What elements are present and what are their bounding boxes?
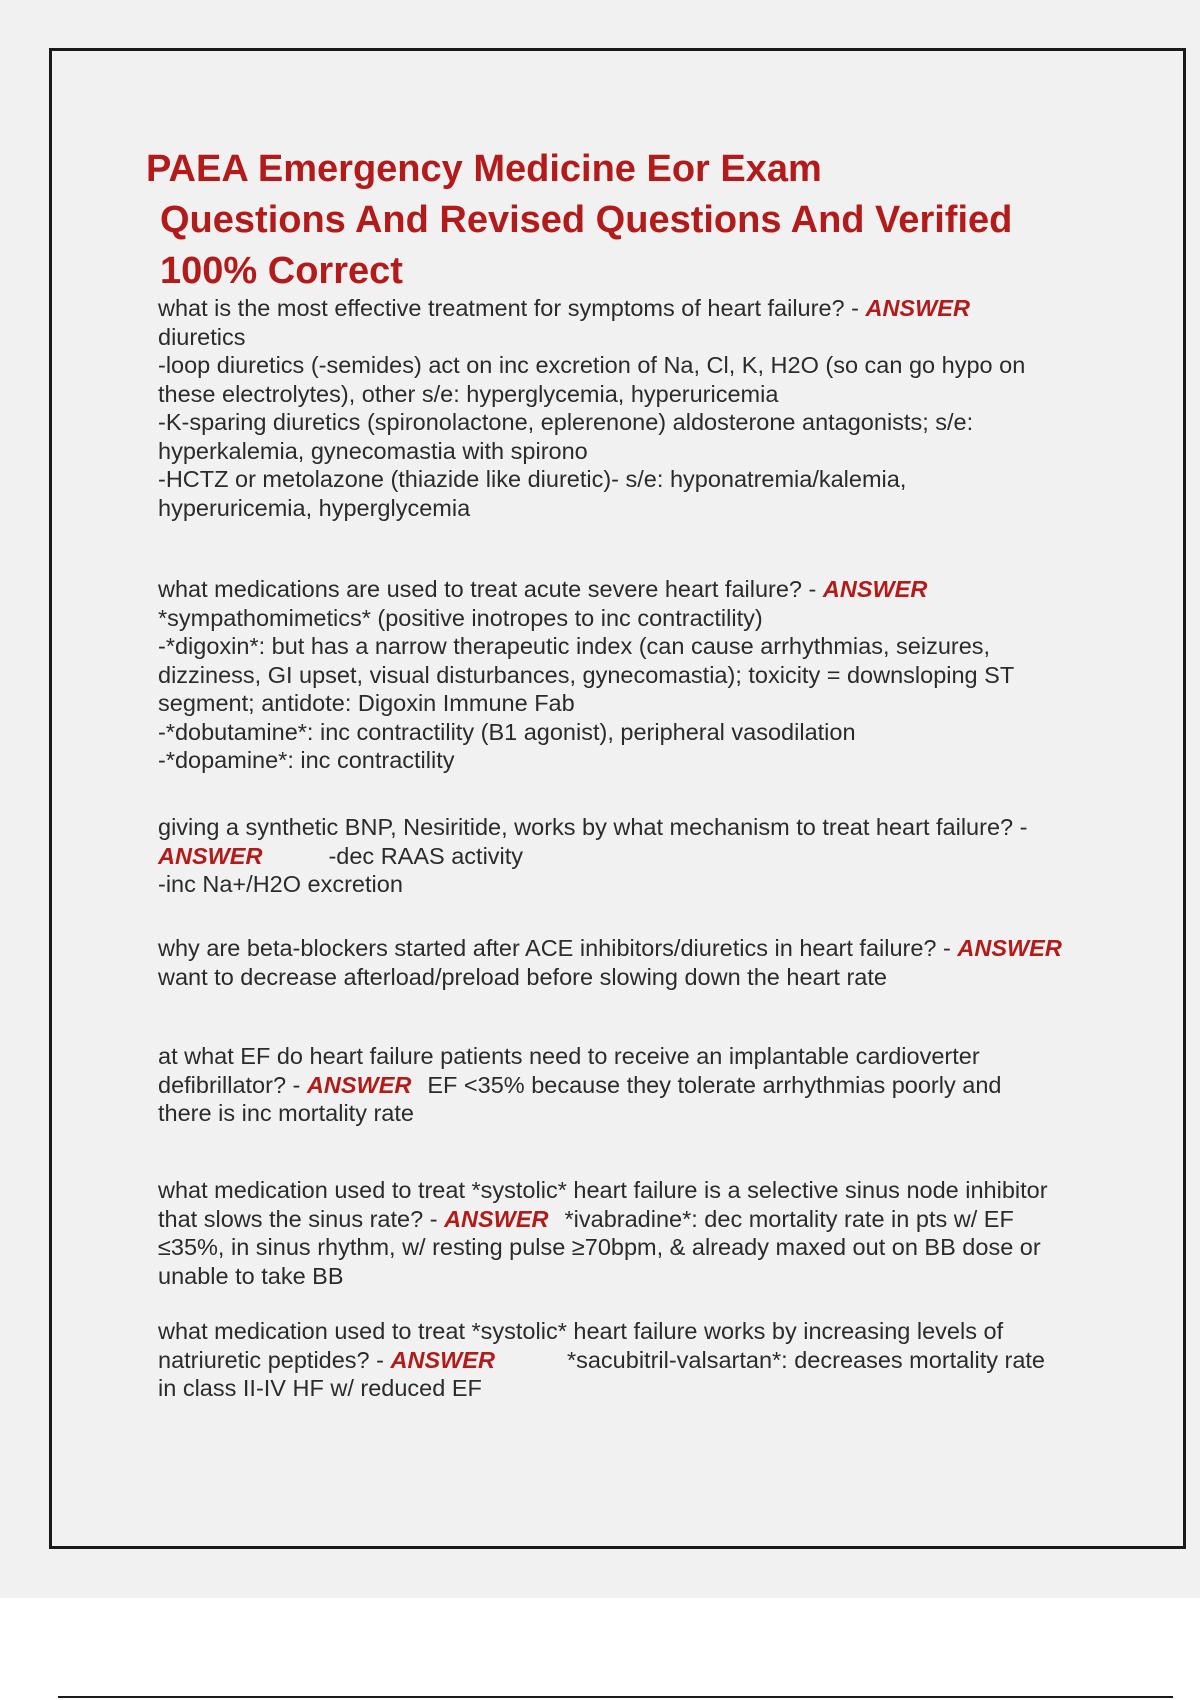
answer-text: unable to take BB [158, 1262, 344, 1289]
answer-text: want to decrease afterload/preload before slowing down the heart rate [158, 963, 887, 990]
answer-text: there is inc mortality rate [158, 1100, 414, 1126]
qa-block-sacubitril-valsartan [158, 1317, 1098, 1403]
answer-text: diuretics [158, 323, 246, 350]
answer-text: -dec RAAS activity [328, 842, 524, 869]
answer-label: ANSWER [444, 1205, 549, 1232]
qa-block-nesiritide-mechanism [158, 813, 1098, 899]
qa-block-acute-heart-failure-medications [158, 575, 1098, 775]
answer-text: dizziness, GI upset, visual disturbances, gynecomastia); toxicity = downsloping ST [158, 661, 1015, 688]
answer-label: ANSWER [957, 935, 1062, 961]
answer-text: *sacubitril-valsartan*: decreases mortality rate [566, 1346, 1045, 1373]
answer-text: these electrolytes), other s/e: hyperglycemia, hyperuricemia [158, 380, 779, 407]
question-text: that slows the sinus rate? - [158, 1205, 445, 1232]
answer-text: -*dobutamine*: inc contractility (B1 agonist), peripheral vasodilation [158, 718, 856, 745]
answer-label: ANSWER [158, 842, 263, 869]
question-text: defibrillator? - [158, 1071, 307, 1098]
qa-block-heart-failure-treatment [158, 294, 1098, 522]
qa-block-beta-blockers [158, 934, 1098, 991]
title-line-1: PAEA Emergency Medicine Eor Exam [146, 148, 822, 190]
question-text: natriuretic peptides? - [158, 1346, 391, 1373]
answer-text: -K-sparing diuretics (spironolactone, eplerenone) aldosterone antagonists; s/e: [158, 409, 974, 435]
answer-text: ≤35%, in sinus rhythm, w/ resting pulse ≥70bpm, & already maxed out on BB dose or [158, 1234, 1041, 1260]
answer-text: *ivabradine*: dec mortality rate in pts w/ EF [564, 1205, 1014, 1232]
answer-text: in class II-IV HF w/ reduced EF [158, 1375, 482, 1401]
answer-text: *sympathomimetics* (positive inotropes to inc contractility) [158, 604, 763, 631]
answer-label: ANSWER [865, 295, 970, 321]
question-text: why are beta-blockers started after ACE inhibitors/diuretics in heart failure? - [158, 935, 958, 961]
question-text: at what EF do heart failure patients need to receive an implantable cardioverter [158, 1043, 980, 1069]
qa-block-ivabradine [158, 1176, 1098, 1290]
answer-label: ANSWER [306, 1071, 412, 1098]
answer-label: ANSWER [390, 1346, 495, 1373]
answer-label: ANSWER [822, 576, 928, 602]
answer-text: hyperuricemia, hyperglycemia [158, 494, 471, 521]
question-text: what medications are used to treat acute severe heart failure? - [158, 576, 823, 602]
question-text: what medication used to treat *systolic* heart failure works by increasing levels of [158, 1318, 1004, 1344]
answer-text: segment; antidote: Digoxin Immune Fab [158, 690, 575, 716]
question-text: what is the most effective treatment for symptoms of heart failure? - [158, 295, 866, 321]
answer-text: -loop diuretics (-semides) act on inc excretion of Na, Cl, K, H2O (so can go hypo on [158, 352, 1026, 378]
title-line-3: 100% Correct [160, 250, 403, 292]
answer-text: hyperkalemia, gynecomastia with spirono [158, 437, 588, 464]
answer-text: -HCTZ or metolazone (thiazide like diuretic)- s/e: hyponatremia/kalemia, [158, 466, 907, 492]
bottom-divider [58, 1696, 1173, 1698]
qa-block-icd-ejection-fraction [158, 1042, 1098, 1128]
answer-text: -*digoxin*: but has a narrow therapeutic index (can cause arrhythmias, seizures, [158, 633, 991, 659]
answer-text: -*dopamine*: inc contractility [158, 747, 455, 773]
question-text: what medication used to treat *systolic* heart failure is a selective sinus node inhibitor [158, 1177, 1048, 1203]
title-line-2: Questions And Revised Questions And Verified [160, 199, 1013, 241]
answer-text: EF <35% because they tolerate arrhythmias poorly and [427, 1071, 1002, 1098]
answer-text: -inc Na+/H2O excretion [158, 871, 403, 897]
document-title [146, 144, 1086, 297]
question-text: giving a synthetic BNP, Nesiritide, works by what mechanism to treat heart failure? - [158, 814, 1028, 840]
